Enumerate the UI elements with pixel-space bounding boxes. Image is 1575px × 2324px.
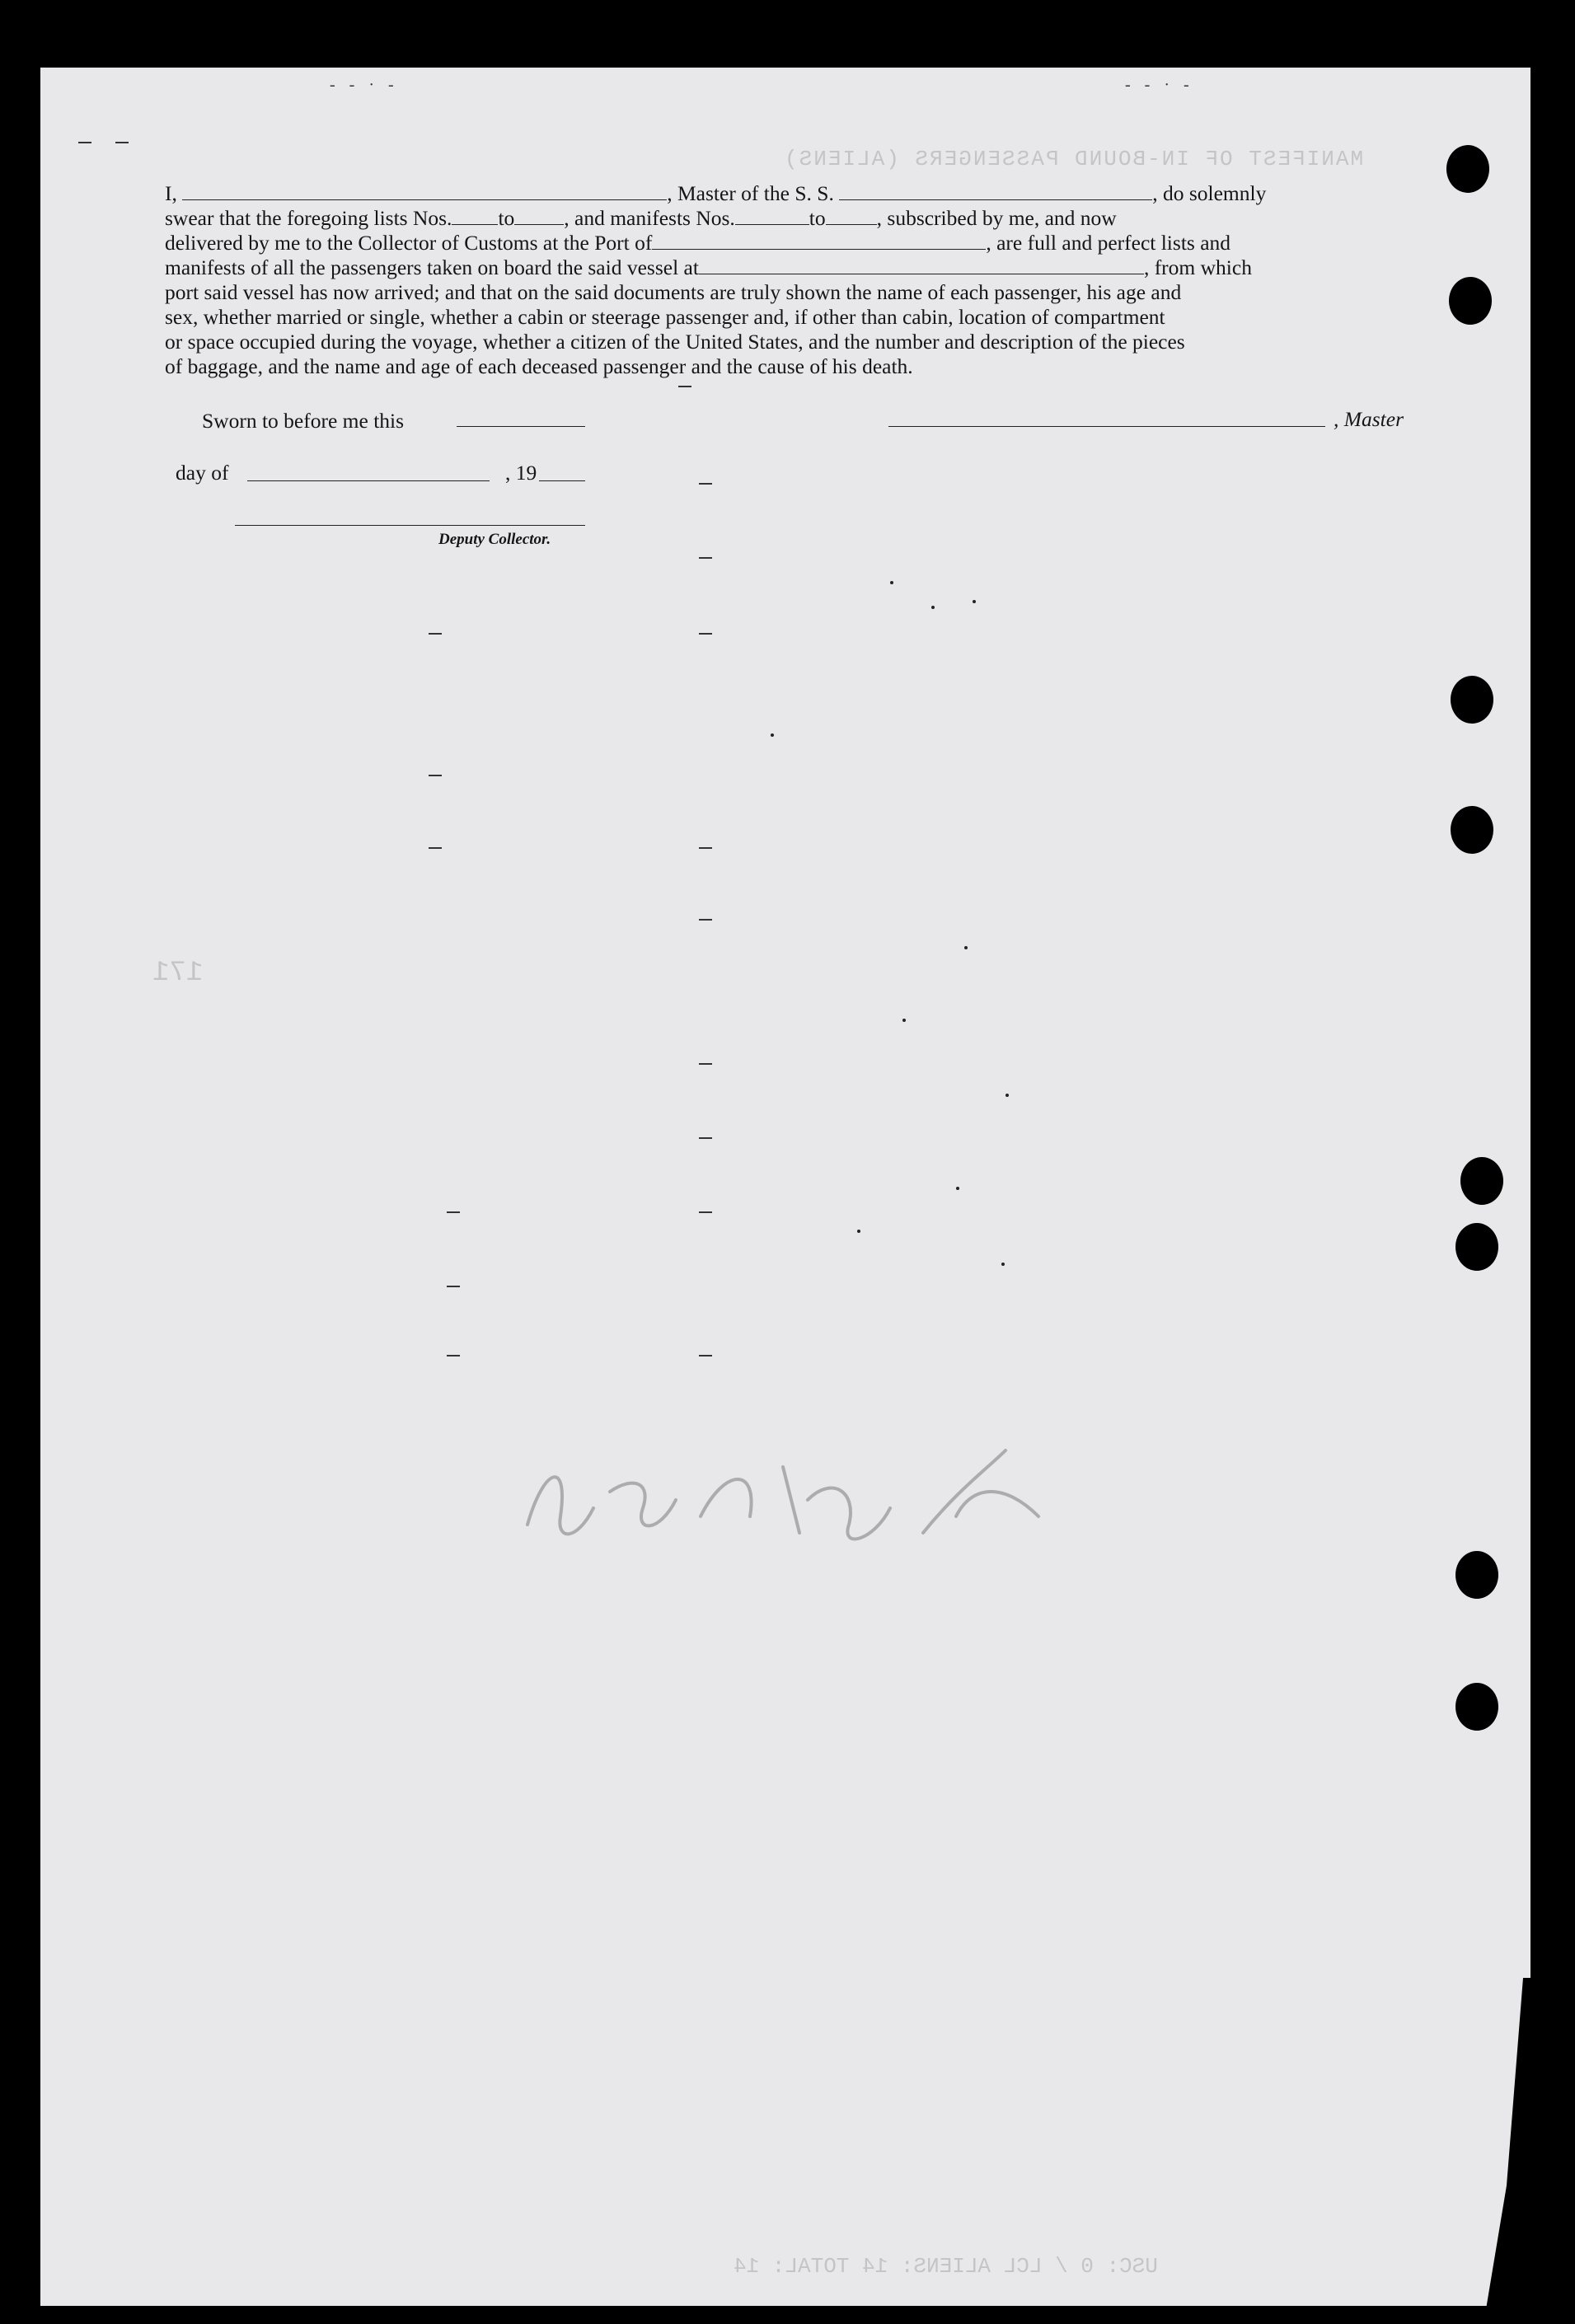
ink-speck [1005, 1094, 1009, 1097]
margin-dash [78, 142, 91, 143]
column-dash [699, 1063, 712, 1065]
ink-speck [956, 1187, 959, 1190]
column-dash [429, 775, 442, 776]
bleed-through-margin-number: 171 [152, 958, 204, 989]
sworn-label: Sworn to before me this [202, 409, 405, 433]
ink-speck [902, 1019, 906, 1022]
deputy-signature-blank [235, 525, 585, 526]
column-dash [447, 1355, 460, 1356]
day-label: day of [176, 461, 229, 485]
punch-hole [1449, 277, 1492, 325]
oath-line-3: delivered by me to the Collector of Customs at the Port of , are full and perfect lists and [165, 231, 1231, 255]
master-oath [165, 181, 1409, 379]
ship-name-blank [839, 181, 1152, 200]
deputy-collector-label: Deputy Collector. [438, 531, 551, 548]
ink-speck [931, 606, 935, 609]
month-blank [247, 480, 490, 481]
master-label: , Master [1334, 407, 1404, 431]
list-to-blank [514, 206, 564, 225]
punch-hole [1455, 1683, 1498, 1731]
column-dash [429, 847, 442, 849]
sworn-date-blank [457, 426, 585, 427]
ink-speck [973, 600, 976, 603]
oath-line-2: swear that the foregoing lists Nos. to , and manifests Nos. to , subscribed by me, and now [165, 206, 1117, 230]
oath-line-7: or space occupied during the voyage, whether a citizen of the United States, and the number and description of the pieces [165, 330, 1185, 354]
punch-hole [1451, 806, 1493, 854]
ink-speck [771, 733, 774, 737]
column-dash [447, 1211, 460, 1213]
bleed-through-footer: USC: 0 / LCL ALIENS: 14 TOTAL: 14 [734, 2254, 1158, 2279]
column-dash [699, 483, 712, 485]
column-dash [429, 633, 442, 635]
ink-speck [964, 946, 968, 949]
master-name-blank [182, 181, 667, 200]
bleed-through-header: MANIFEST OF IN-BOUND PASSENGERS (ALIENS) [783, 147, 1364, 171]
departure-port-blank [699, 255, 1144, 274]
year-label: , 19 [505, 461, 537, 485]
handwritten-signature [511, 1417, 1071, 1582]
manifest-from-blank [735, 206, 809, 225]
document-page [40, 68, 1530, 2306]
column-dash [699, 1211, 712, 1213]
punch-hole [1451, 676, 1493, 724]
oath-line-6: sex, whether married or single, whether a cabin or steerage passenger and, if other than cabin, location of compartment [165, 305, 1165, 329]
column-dash [699, 919, 712, 921]
ink-speck [857, 1230, 860, 1233]
master-signature-blank [888, 426, 1325, 427]
year-blank [539, 480, 585, 481]
punch-hole [1455, 1223, 1498, 1271]
ink-speck [890, 581, 893, 584]
column-dash [699, 847, 712, 849]
top-marks: - - · - [330, 76, 399, 94]
top-marks: - - · - [1125, 76, 1194, 94]
column-dash [678, 386, 691, 387]
column-dash [699, 1137, 712, 1139]
oath-line-5: port said vessel has now arrived; and that on the said documents are truly shown the name of each passenger, his age and [165, 280, 1182, 304]
oath-line-4: manifests of all the passengers taken on board the said vessel at , from which [165, 255, 1252, 279]
margin-dash [115, 142, 129, 143]
port-blank [652, 231, 986, 250]
oath-line-8: of baggage, and the name and age of each deceased passenger and the cause of his death. [165, 354, 913, 378]
oath-line-1: I, , Master of the S. S. , do solemnly [165, 181, 1267, 205]
list-from-blank [452, 206, 498, 225]
punch-hole [1460, 1157, 1503, 1205]
column-dash [699, 557, 712, 559]
punch-hole [1455, 1551, 1498, 1599]
column-dash [699, 633, 712, 635]
column-dash [447, 1286, 460, 1287]
ink-speck [1001, 1263, 1005, 1266]
punch-hole [1446, 145, 1489, 193]
column-dash [699, 1355, 712, 1356]
manifest-to-blank [826, 206, 877, 225]
